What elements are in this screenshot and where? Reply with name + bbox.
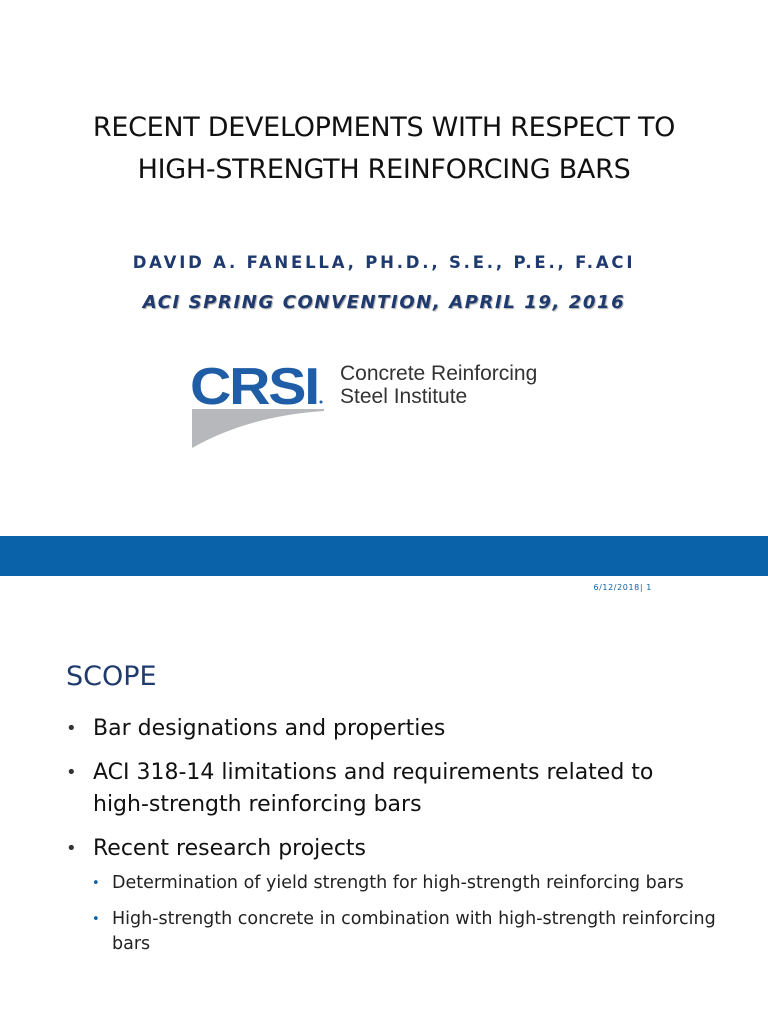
presentation-title xyxy=(20,107,748,191)
logo-name-line-2: Steel Institute xyxy=(340,385,468,408)
logo-wordmark: CRSI xyxy=(190,360,318,416)
logo-institute-name xyxy=(340,362,537,408)
crsi-logo xyxy=(188,360,538,452)
event-name: ACI SPRING CONVENTION, APRIL 19, 2016 xyxy=(142,292,626,313)
bullet-item: • Recent research projects xyxy=(66,833,716,865)
slide-footer: 6/12/2018| 1 xyxy=(593,583,652,592)
bullet-item: • ACI 318-14 limitations and requirements related to high-strength reinforcing bars xyxy=(66,757,716,821)
logo-name-line-1: Concrete Reinforcing xyxy=(340,362,538,385)
scope-heading: SCOPE xyxy=(66,661,157,692)
scope-bullet-list xyxy=(66,713,716,968)
sub-bullet-item: • Determination of yield strength for high-strength reinforcing bars xyxy=(92,871,716,896)
bullet-item: • Bar designations and properties xyxy=(66,713,716,745)
blue-divider-band xyxy=(0,536,768,576)
title-line-2: HIGH-STRENGTH REINFORCING BARS xyxy=(137,154,631,185)
title-line-1: RECENT DEVELOPMENTS WITH RESPECT TO xyxy=(92,112,676,143)
scope-slide xyxy=(0,576,768,1024)
sub-bullet-item: • High-strength concrete in combination with high-strength reinforcing bars xyxy=(92,907,716,957)
crsi-logo-mark xyxy=(188,360,338,452)
author-credit: DAVID A. FANELLA, PH.D., S.E., P.E., F.ACI xyxy=(132,253,636,272)
